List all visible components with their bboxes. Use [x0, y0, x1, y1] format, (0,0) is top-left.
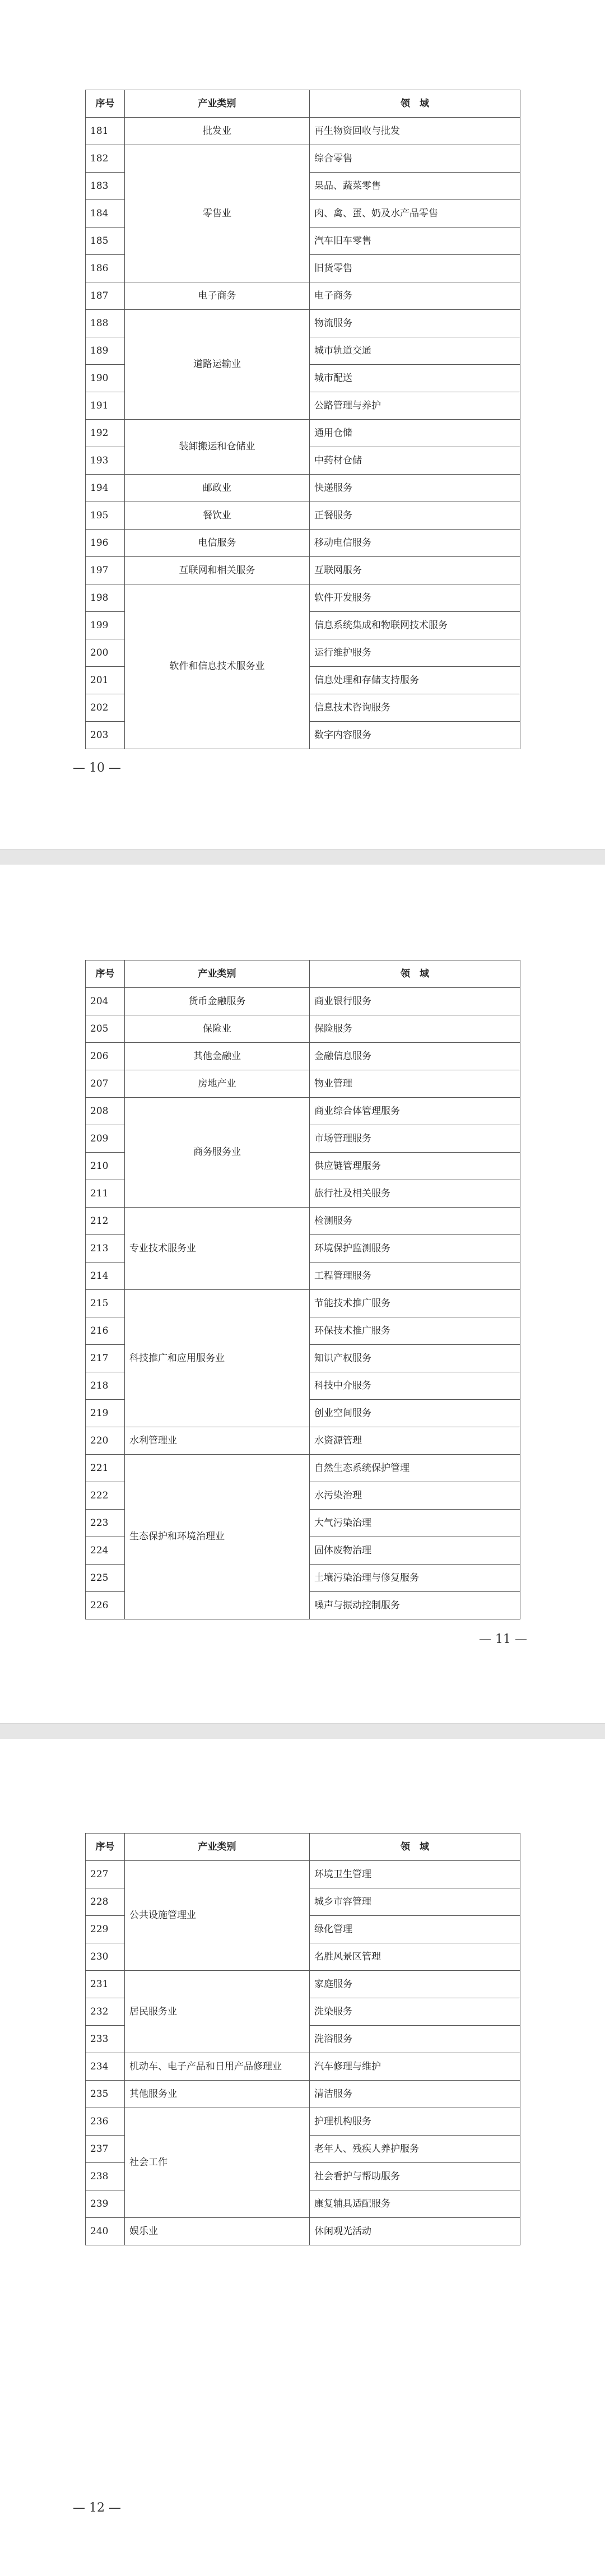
- industry-field: 正餐服务: [310, 502, 520, 530]
- row-number: 237: [86, 2136, 125, 2163]
- industry-category: 水利管理业: [125, 1427, 310, 1455]
- table-row: [86, 1043, 520, 1070]
- header-category: 产业类别: [125, 90, 310, 118]
- page-12: [0, 1739, 605, 2576]
- table-row: [86, 1861, 520, 1888]
- table-row: [86, 118, 520, 145]
- industry-field: 知识产权服务: [310, 1345, 520, 1372]
- industry-category: 道路运输业: [125, 310, 310, 420]
- industry-field: 果品、蔬菜零售: [310, 173, 520, 200]
- table-row: [86, 1455, 520, 1482]
- row-number: 221: [86, 1455, 125, 1482]
- industry-field: 供应链管理服务: [310, 1153, 520, 1180]
- table-row: [86, 1290, 520, 1317]
- industry-field: 城市配送: [310, 365, 520, 392]
- header-seq: 序号: [86, 960, 125, 988]
- row-number: 196: [86, 530, 125, 557]
- industry-field: 旧货零售: [310, 255, 520, 282]
- industry-field: 创业空间服务: [310, 1400, 520, 1427]
- row-number: 239: [86, 2190, 125, 2218]
- industry-field: 商业银行服务: [310, 988, 520, 1015]
- industry-category: 装卸搬运和仓储业: [125, 420, 310, 475]
- row-number: 202: [86, 694, 125, 722]
- row-number: 236: [86, 2108, 125, 2136]
- row-number: 212: [86, 1208, 125, 1235]
- industry-field: 物业管理: [310, 1070, 520, 1098]
- table-header-row: [86, 1834, 520, 1861]
- table-row: [86, 2053, 520, 2081]
- header-field: 领 域: [310, 960, 520, 988]
- industry-category: 房地产业: [125, 1070, 310, 1098]
- industry-field: 信息处理和存储支持服务: [310, 667, 520, 694]
- industry-field: 城市轨道交通: [310, 337, 520, 365]
- row-number: 229: [86, 1916, 125, 1943]
- industry-table: [85, 1833, 520, 2245]
- industry-category: 公共设施管理业: [125, 1861, 310, 1971]
- table-row: [86, 2218, 520, 2245]
- industry-field: 再生物资回收与批发: [310, 118, 520, 145]
- industry-category: 科技推广和应用服务业: [125, 1290, 310, 1427]
- industry-field: 水资源管理: [310, 1427, 520, 1455]
- table-header-row: [86, 960, 520, 988]
- table-row: [86, 420, 520, 447]
- industry-field: 绿化管理: [310, 1916, 520, 1943]
- industry-field: 水污染治理: [310, 1482, 520, 1510]
- industry-field: 清洁服务: [310, 2081, 520, 2108]
- industry-field: 旅行社及相关服务: [310, 1180, 520, 1208]
- industry-category: 批发业: [125, 118, 310, 145]
- row-number: 213: [86, 1235, 125, 1263]
- row-number: 200: [86, 639, 125, 667]
- row-number: 193: [86, 447, 125, 475]
- industry-field: 科技中介服务: [310, 1372, 520, 1400]
- industry-field: 电子商务: [310, 282, 520, 310]
- page-10: [0, 0, 605, 849]
- industry-field: 肉、禽、蛋、奶及水产品零售: [310, 200, 520, 228]
- industry-field: 综合零售: [310, 145, 520, 173]
- row-number: 181: [86, 118, 125, 145]
- row-number: 189: [86, 337, 125, 365]
- page-number: — 12 —: [73, 2501, 121, 2515]
- table-header-row: [86, 90, 520, 118]
- industry-field: 快递服务: [310, 475, 520, 502]
- table-row: [86, 988, 520, 1015]
- industry-field: 环境卫生管理: [310, 1861, 520, 1888]
- row-number: 187: [86, 282, 125, 310]
- industry-field: 公路管理与养护: [310, 392, 520, 420]
- page-number: — 11 —: [479, 1632, 527, 1646]
- table-row: [86, 475, 520, 502]
- table-row: [86, 1971, 520, 1998]
- row-number: 224: [86, 1537, 125, 1565]
- industry-field: 市场管理服务: [310, 1125, 520, 1153]
- table-row: [86, 530, 520, 557]
- industry-field: 物流服务: [310, 310, 520, 337]
- industry-field: 土壤污染治理与修复服务: [310, 1565, 520, 1592]
- row-number: 223: [86, 1510, 125, 1537]
- industry-category: 专业技术服务业: [125, 1208, 310, 1290]
- row-number: 209: [86, 1125, 125, 1153]
- row-number: 182: [86, 145, 125, 173]
- industry-field: 信息技术咨询服务: [310, 694, 520, 722]
- row-number: 186: [86, 255, 125, 282]
- page-divider: [0, 849, 605, 866]
- row-number: 188: [86, 310, 125, 337]
- row-number: 218: [86, 1372, 125, 1400]
- row-number: 230: [86, 1943, 125, 1971]
- industry-field: 环保技术推广服务: [310, 1317, 520, 1345]
- industry-category: 生态保护和环境治理业: [125, 1455, 310, 1619]
- industry-field: 社会看护与帮助服务: [310, 2163, 520, 2190]
- industry-category: 机动车、电子产品和日用产品修理业: [125, 2053, 310, 2081]
- row-number: 185: [86, 228, 125, 255]
- industry-field: 固体废物治理: [310, 1537, 520, 1565]
- industry-category: 软件和信息技术服务业: [125, 584, 310, 749]
- header-seq: 序号: [86, 90, 125, 118]
- industry-field: 名胜风景区管理: [310, 1943, 520, 1971]
- row-number: 226: [86, 1592, 125, 1619]
- industry-field: 检测服务: [310, 1208, 520, 1235]
- industry-table: [85, 960, 520, 1619]
- row-number: 210: [86, 1153, 125, 1180]
- row-number: 203: [86, 722, 125, 749]
- row-number: 207: [86, 1070, 125, 1098]
- row-number: 235: [86, 2081, 125, 2108]
- industry-category: 社会工作: [125, 2108, 310, 2218]
- industry-category: 电信服务: [125, 530, 310, 557]
- row-number: 208: [86, 1098, 125, 1125]
- industry-category: 其他服务业: [125, 2081, 310, 2108]
- row-number: 183: [86, 173, 125, 200]
- page-number: — 10 —: [73, 761, 121, 775]
- industry-category: 电子商务: [125, 282, 310, 310]
- row-number: 191: [86, 392, 125, 420]
- industry-field: 中药材仓储: [310, 447, 520, 475]
- header-category: 产业类别: [125, 960, 310, 988]
- header-field: 领 域: [310, 1834, 520, 1861]
- industry-field: 洗浴服务: [310, 2026, 520, 2053]
- industry-field: 移动电信服务: [310, 530, 520, 557]
- table-row: [86, 1427, 520, 1455]
- industry-field: 老年人、残疾人养护服务: [310, 2136, 520, 2163]
- header-category: 产业类别: [125, 1834, 310, 1861]
- industry-field: 休闲观光活动: [310, 2218, 520, 2245]
- table-row: [86, 584, 520, 612]
- row-number: 240: [86, 2218, 125, 2245]
- industry-field: 大气污染治理: [310, 1510, 520, 1537]
- row-number: 205: [86, 1015, 125, 1043]
- row-number: 220: [86, 1427, 125, 1455]
- row-number: 190: [86, 365, 125, 392]
- page-11: [0, 865, 605, 1723]
- table-row: [86, 282, 520, 310]
- row-number: 222: [86, 1482, 125, 1510]
- industry-category: 居民服务业: [125, 1971, 310, 2053]
- industry-field: 软件开发服务: [310, 584, 520, 612]
- industry-category: 零售业: [125, 145, 310, 282]
- industry-field: 家庭服务: [310, 1971, 520, 1998]
- row-number: 219: [86, 1400, 125, 1427]
- row-number: 192: [86, 420, 125, 447]
- table-row: [86, 2108, 520, 2136]
- row-number: 198: [86, 584, 125, 612]
- table-row: [86, 1098, 520, 1125]
- industry-category: 娱乐业: [125, 2218, 310, 2245]
- industry-category: 互联网和相关服务: [125, 557, 310, 584]
- industry-field: 康复辅具适配服务: [310, 2190, 520, 2218]
- row-number: 204: [86, 988, 125, 1015]
- row-number: 195: [86, 502, 125, 530]
- industry-category: 餐饮业: [125, 502, 310, 530]
- row-number: 197: [86, 557, 125, 584]
- industry-field: 互联网服务: [310, 557, 520, 584]
- industry-field: 护理机构服务: [310, 2108, 520, 2136]
- industry-field: 汽车旧车零售: [310, 228, 520, 255]
- row-number: 227: [86, 1861, 125, 1888]
- industry-category: 邮政业: [125, 475, 310, 502]
- industry-field: 环境保护监测服务: [310, 1235, 520, 1263]
- row-number: 228: [86, 1888, 125, 1916]
- row-number: 231: [86, 1971, 125, 1998]
- row-number: 184: [86, 200, 125, 228]
- industry-field: 数字内容服务: [310, 722, 520, 749]
- row-number: 234: [86, 2053, 125, 2081]
- row-number: 215: [86, 1290, 125, 1317]
- industry-table: [85, 90, 520, 749]
- row-number: 201: [86, 667, 125, 694]
- industry-field: 噪声与振动控制服务: [310, 1592, 520, 1619]
- industry-field: 保险服务: [310, 1015, 520, 1043]
- row-number: 194: [86, 475, 125, 502]
- row-number: 233: [86, 2026, 125, 2053]
- industry-field: 运行维护服务: [310, 639, 520, 667]
- row-number: 238: [86, 2163, 125, 2190]
- industry-category: 货币金融服务: [125, 988, 310, 1015]
- row-number: 232: [86, 1998, 125, 2026]
- industry-category: 其他金融业: [125, 1043, 310, 1070]
- header-field: 领 域: [310, 90, 520, 118]
- header-seq: 序号: [86, 1834, 125, 1861]
- row-number: 216: [86, 1317, 125, 1345]
- table-row: [86, 1070, 520, 1098]
- row-number: 211: [86, 1180, 125, 1208]
- industry-field: 金融信息服务: [310, 1043, 520, 1070]
- table-row: [86, 2081, 520, 2108]
- table-row: [86, 1015, 520, 1043]
- table-row: [86, 145, 520, 173]
- row-number: 206: [86, 1043, 125, 1070]
- row-number: 225: [86, 1565, 125, 1592]
- industry-category: 商务服务业: [125, 1098, 310, 1208]
- industry-category: 保险业: [125, 1015, 310, 1043]
- industry-field: 洗染服务: [310, 1998, 520, 2026]
- row-number: 199: [86, 612, 125, 639]
- table-row: [86, 557, 520, 584]
- table-row: [86, 310, 520, 337]
- industry-field: 工程管理服务: [310, 1263, 520, 1290]
- row-number: 217: [86, 1345, 125, 1372]
- industry-field: 通用仓储: [310, 420, 520, 447]
- industry-field: 节能技术推广服务: [310, 1290, 520, 1317]
- industry-field: 信息系统集成和物联网技术服务: [310, 612, 520, 639]
- industry-field: 汽车修理与维护: [310, 2053, 520, 2081]
- industry-field: 城乡市容管理: [310, 1888, 520, 1916]
- row-number: 214: [86, 1263, 125, 1290]
- industry-field: 商业综合体管理服务: [310, 1098, 520, 1125]
- table-row: [86, 502, 520, 530]
- page-divider: [0, 1723, 605, 1740]
- industry-field: 自然生态系统保护管理: [310, 1455, 520, 1482]
- table-row: [86, 1208, 520, 1235]
